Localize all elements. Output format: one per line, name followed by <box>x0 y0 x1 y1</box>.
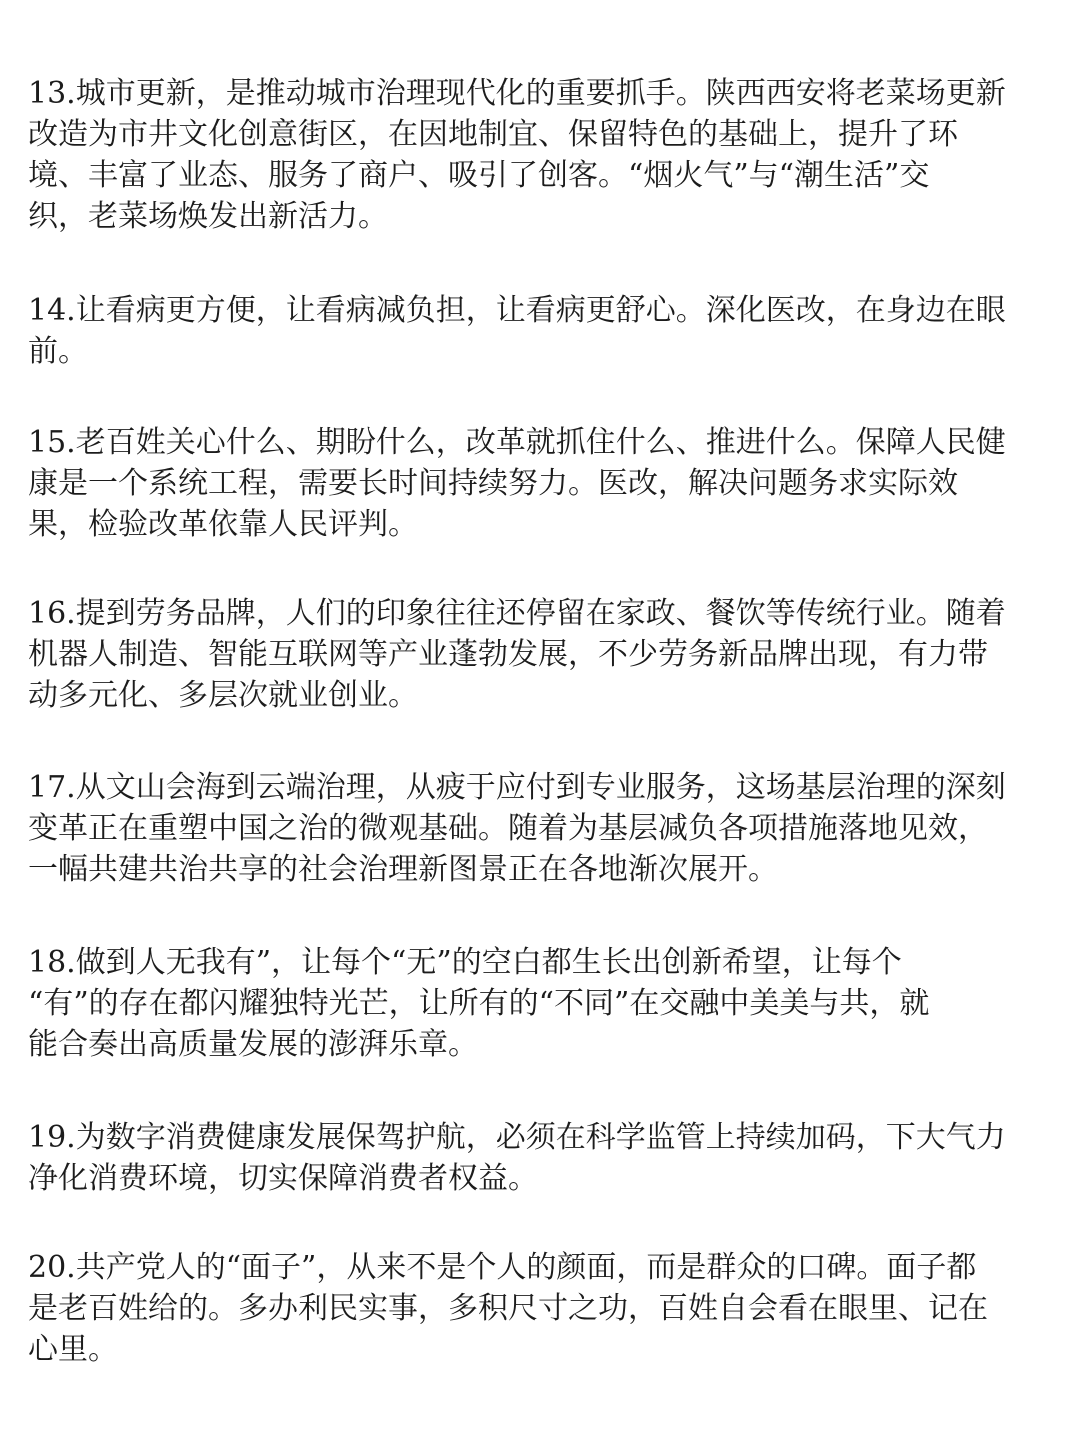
text-line: 前。 <box>28 334 88 369</box>
paragraph-18 <box>28 942 1060 1065</box>
text-line: 净化消费环境，切实保障消费者权益。 <box>28 1161 538 1196</box>
text-line: 19.为数字消费健康发展保驾护航，必须在科学监管上持续加码，下大气力 <box>28 1120 1006 1155</box>
paragraph-15 <box>28 422 1060 545</box>
text-line: 动多元化、多层次就业创业。 <box>28 678 418 713</box>
text-line: 果，检验改革依靠人民评判。 <box>28 507 418 542</box>
paragraph-20 <box>28 1247 1060 1370</box>
paragraph-19 <box>28 1117 1060 1199</box>
text-line: 14.让看病更方便，让看病减负担，让看病更舒心。深化医改，在身边在眼 <box>28 293 1006 328</box>
text-line: 20.共产党人的“面子”，从来不是个人的颜面，而是群众的口碑。面子都 <box>28 1250 977 1285</box>
paragraph-16 <box>28 593 1060 716</box>
paragraph-13 <box>28 73 1060 237</box>
text-line: 16.提到劳务品牌，人们的印象往往还停留在家政、餐饮等传统行业。随着 <box>28 596 1006 631</box>
text-line: 境、丰富了业态、服务了商户、吸引了创客。“烟火气”与“潮生活”交 <box>28 158 930 193</box>
text-line: 13.城市更新，是推动城市治理现代化的重要抓手。陕西西安将老菜场更新 <box>28 76 1006 111</box>
text-line: “有”的存在都闪耀独特光芒，让所有的“不同”在交融中美美与共，就 <box>28 986 930 1021</box>
text-line: 变革正在重塑中国之治的微观基础。随着为基层减负各项措施落地见效， <box>28 811 988 846</box>
text-line: 18.做到人无我有”，让每个“无”的空白都生长出创新希望，让每个 <box>28 945 902 980</box>
text-line: 能合奏出高质量发展的澎湃乐章。 <box>28 1027 478 1062</box>
text-line: 是老百姓给的。多办利民实事，多积尺寸之功，百姓自会看在眼里、记在 <box>28 1291 988 1326</box>
text-line: 机器人制造、智能互联网等产业蓬勃发展，不少劳务新品牌出现，有力带 <box>28 637 988 672</box>
text-line: 一幅共建共治共享的社会治理新图景正在各地渐次展开。 <box>28 852 778 887</box>
text-line: 康是一个系统工程，需要长时间持续努力。医改，解决问题务求实际效 <box>28 466 958 501</box>
text-line: 织，老菜场焕发出新活力。 <box>28 199 388 234</box>
text-line: 15.老百姓关心什么、期盼什么，改革就抓住什么、推进什么。保障人民健 <box>28 425 1006 460</box>
text-line: 心里。 <box>28 1332 118 1367</box>
text-line: 改造为市井文化创意街区，在因地制宜、保留特色的基础上，提升了环 <box>28 117 958 152</box>
paragraph-17 <box>28 767 1060 890</box>
paragraph-14 <box>28 290 1060 372</box>
text-line: 17.从文山会海到云端治理，从疲于应付到专业服务，这场基层治理的深刻 <box>28 770 1006 805</box>
